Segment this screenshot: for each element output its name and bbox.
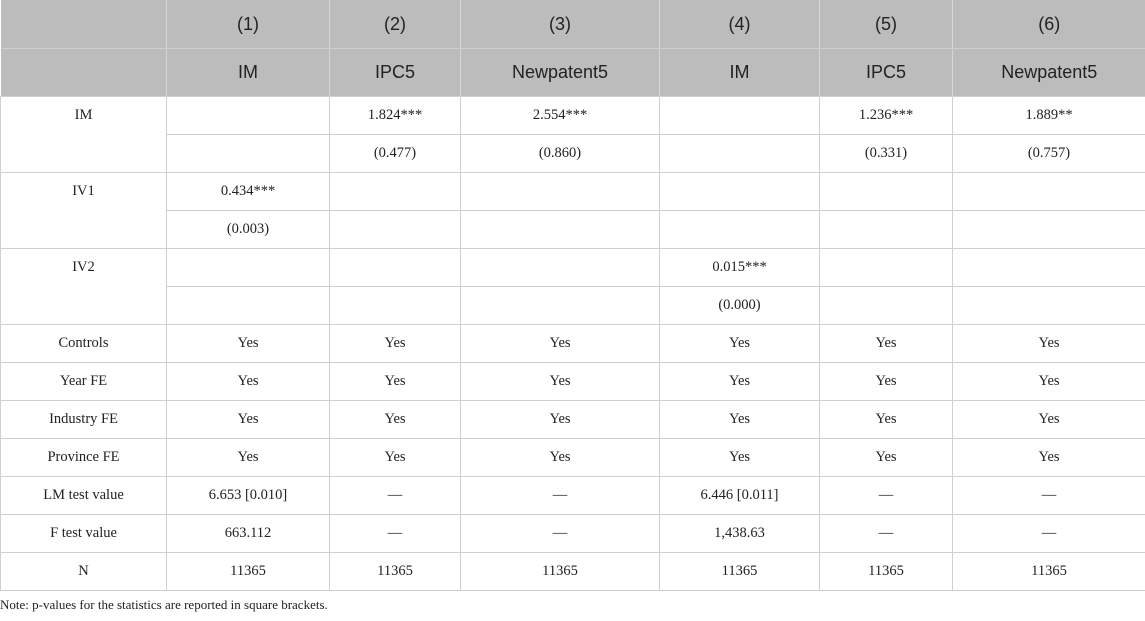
table-cell bbox=[330, 173, 461, 211]
table-row-im-coef bbox=[1, 97, 1145, 135]
table-cell bbox=[820, 249, 953, 287]
table-cell bbox=[330, 249, 461, 287]
column-variable: IM bbox=[660, 49, 820, 97]
table-cell: Yes bbox=[167, 363, 330, 401]
table-cell bbox=[820, 173, 953, 211]
table-cell: 6.653 [0.010] bbox=[167, 477, 330, 515]
table-cell bbox=[330, 211, 461, 249]
table-cell: Yes bbox=[167, 401, 330, 439]
table-cell: 6.446 [0.011] bbox=[660, 477, 820, 515]
table-cell: (0.331) bbox=[820, 135, 953, 173]
table-row-iv2-se bbox=[1, 287, 1145, 325]
column-number: (3) bbox=[461, 0, 660, 49]
table-cell bbox=[461, 287, 660, 325]
table-cell: 0.015*** bbox=[660, 249, 820, 287]
column-number: (6) bbox=[953, 0, 1145, 49]
row-label-controls: Controls bbox=[1, 325, 167, 363]
table-cell: Yes bbox=[660, 325, 820, 363]
table-cell: — bbox=[330, 515, 461, 553]
table-header bbox=[1, 0, 1145, 97]
table-cell bbox=[660, 211, 820, 249]
table-cell bbox=[953, 249, 1145, 287]
table-cell: 1.236*** bbox=[820, 97, 953, 135]
table-cell: — bbox=[461, 515, 660, 553]
table-cell bbox=[167, 97, 330, 135]
table-cell: (0.860) bbox=[461, 135, 660, 173]
table-cell: Yes bbox=[461, 325, 660, 363]
table-cell: (0.477) bbox=[330, 135, 461, 173]
table-cell: Yes bbox=[660, 439, 820, 477]
table-cell bbox=[820, 287, 953, 325]
table-cell: 11365 bbox=[820, 553, 953, 591]
table-cell: Yes bbox=[461, 363, 660, 401]
table-cell: — bbox=[820, 477, 953, 515]
table-cell bbox=[953, 287, 1145, 325]
table-cell bbox=[953, 211, 1145, 249]
table-cell: Yes bbox=[461, 439, 660, 477]
table-cell: (0.003) bbox=[167, 211, 330, 249]
table-cell: 1.824*** bbox=[330, 97, 461, 135]
column-variable: Newpatent5 bbox=[953, 49, 1145, 97]
column-number: (5) bbox=[820, 0, 953, 49]
table-cell: Yes bbox=[820, 325, 953, 363]
table-cell bbox=[461, 173, 660, 211]
table-cell: — bbox=[461, 477, 660, 515]
table-cell: 1.889** bbox=[953, 97, 1145, 135]
table-cell: Yes bbox=[461, 401, 660, 439]
table-cell: — bbox=[820, 515, 953, 553]
table-cell: Yes bbox=[820, 363, 953, 401]
row-label-lm-test: LM test value bbox=[1, 477, 167, 515]
table-row-f-test bbox=[1, 515, 1145, 553]
table-cell bbox=[660, 97, 820, 135]
column-number: (1) bbox=[167, 0, 330, 49]
table-note: Note: p-values for the statistics are reported in square brackets. bbox=[0, 597, 328, 612]
table-cell bbox=[330, 287, 461, 325]
row-label-n: N bbox=[1, 553, 167, 591]
header-row-variables bbox=[1, 49, 1145, 97]
column-variable: IM bbox=[167, 49, 330, 97]
header-row-numbers bbox=[1, 0, 1145, 49]
column-variable: IPC5 bbox=[820, 49, 953, 97]
table-cell: Yes bbox=[330, 439, 461, 477]
table-cell: 11365 bbox=[330, 553, 461, 591]
table-row-province-fe bbox=[1, 439, 1145, 477]
table-body bbox=[1, 97, 1145, 591]
table-cell: 11365 bbox=[660, 553, 820, 591]
table-cell: Yes bbox=[820, 401, 953, 439]
table-cell: 663.112 bbox=[167, 515, 330, 553]
header-corner-lower bbox=[1, 49, 167, 97]
table-cell: Yes bbox=[330, 363, 461, 401]
table-cell: Yes bbox=[820, 439, 953, 477]
row-label-province-fe: Province FE bbox=[1, 439, 167, 477]
table-cell: Yes bbox=[167, 439, 330, 477]
table-row-year-fe bbox=[1, 363, 1145, 401]
table-cell: — bbox=[953, 515, 1145, 553]
table-row-iv1-se bbox=[1, 211, 1145, 249]
column-number: (4) bbox=[660, 0, 820, 49]
table-cell: Yes bbox=[953, 439, 1145, 477]
table-row-industry-fe bbox=[1, 401, 1145, 439]
row-label-im: IM bbox=[1, 97, 167, 173]
table-row-iv2-coef bbox=[1, 249, 1145, 287]
table-cell: (0.000) bbox=[660, 287, 820, 325]
row-label-iv2: IV2 bbox=[1, 249, 167, 325]
table-cell: — bbox=[953, 477, 1145, 515]
table-cell bbox=[167, 135, 330, 173]
table-cell: (0.757) bbox=[953, 135, 1145, 173]
table-cell: 2.554*** bbox=[461, 97, 660, 135]
table-row-iv1-coef bbox=[1, 173, 1145, 211]
table-cell bbox=[461, 249, 660, 287]
table-cell bbox=[820, 211, 953, 249]
table-cell: Yes bbox=[167, 325, 330, 363]
table-row-lm-test bbox=[1, 477, 1145, 515]
table-cell: 1,438.63 bbox=[660, 515, 820, 553]
table-cell: Yes bbox=[660, 401, 820, 439]
table-cell bbox=[660, 173, 820, 211]
table-row-im-se bbox=[1, 135, 1145, 173]
table-cell: 11365 bbox=[167, 553, 330, 591]
column-variable: Newpatent5 bbox=[461, 49, 660, 97]
column-number: (2) bbox=[330, 0, 461, 49]
table-cell: Yes bbox=[953, 363, 1145, 401]
table-cell: Yes bbox=[953, 401, 1145, 439]
table-cell: — bbox=[330, 477, 461, 515]
row-label-year-fe: Year FE bbox=[1, 363, 167, 401]
table-cell bbox=[953, 173, 1145, 211]
table-row-controls bbox=[1, 325, 1145, 363]
table-cell bbox=[167, 287, 330, 325]
table-cell bbox=[167, 249, 330, 287]
column-variable: IPC5 bbox=[330, 49, 461, 97]
table-cell bbox=[461, 211, 660, 249]
table-cell: 11365 bbox=[953, 553, 1145, 591]
header-corner bbox=[1, 0, 167, 49]
row-label-industry-fe: Industry FE bbox=[1, 401, 167, 439]
row-label-iv1: IV1 bbox=[1, 173, 167, 249]
table-cell: Yes bbox=[330, 325, 461, 363]
table-cell bbox=[660, 135, 820, 173]
table-cell: Yes bbox=[953, 325, 1145, 363]
table-cell: Yes bbox=[330, 401, 461, 439]
table-cell: 0.434*** bbox=[167, 173, 330, 211]
table-cell: Yes bbox=[660, 363, 820, 401]
table-row-n bbox=[1, 553, 1145, 591]
row-label-f-test: F test value bbox=[1, 515, 167, 553]
table-cell: 11365 bbox=[461, 553, 660, 591]
